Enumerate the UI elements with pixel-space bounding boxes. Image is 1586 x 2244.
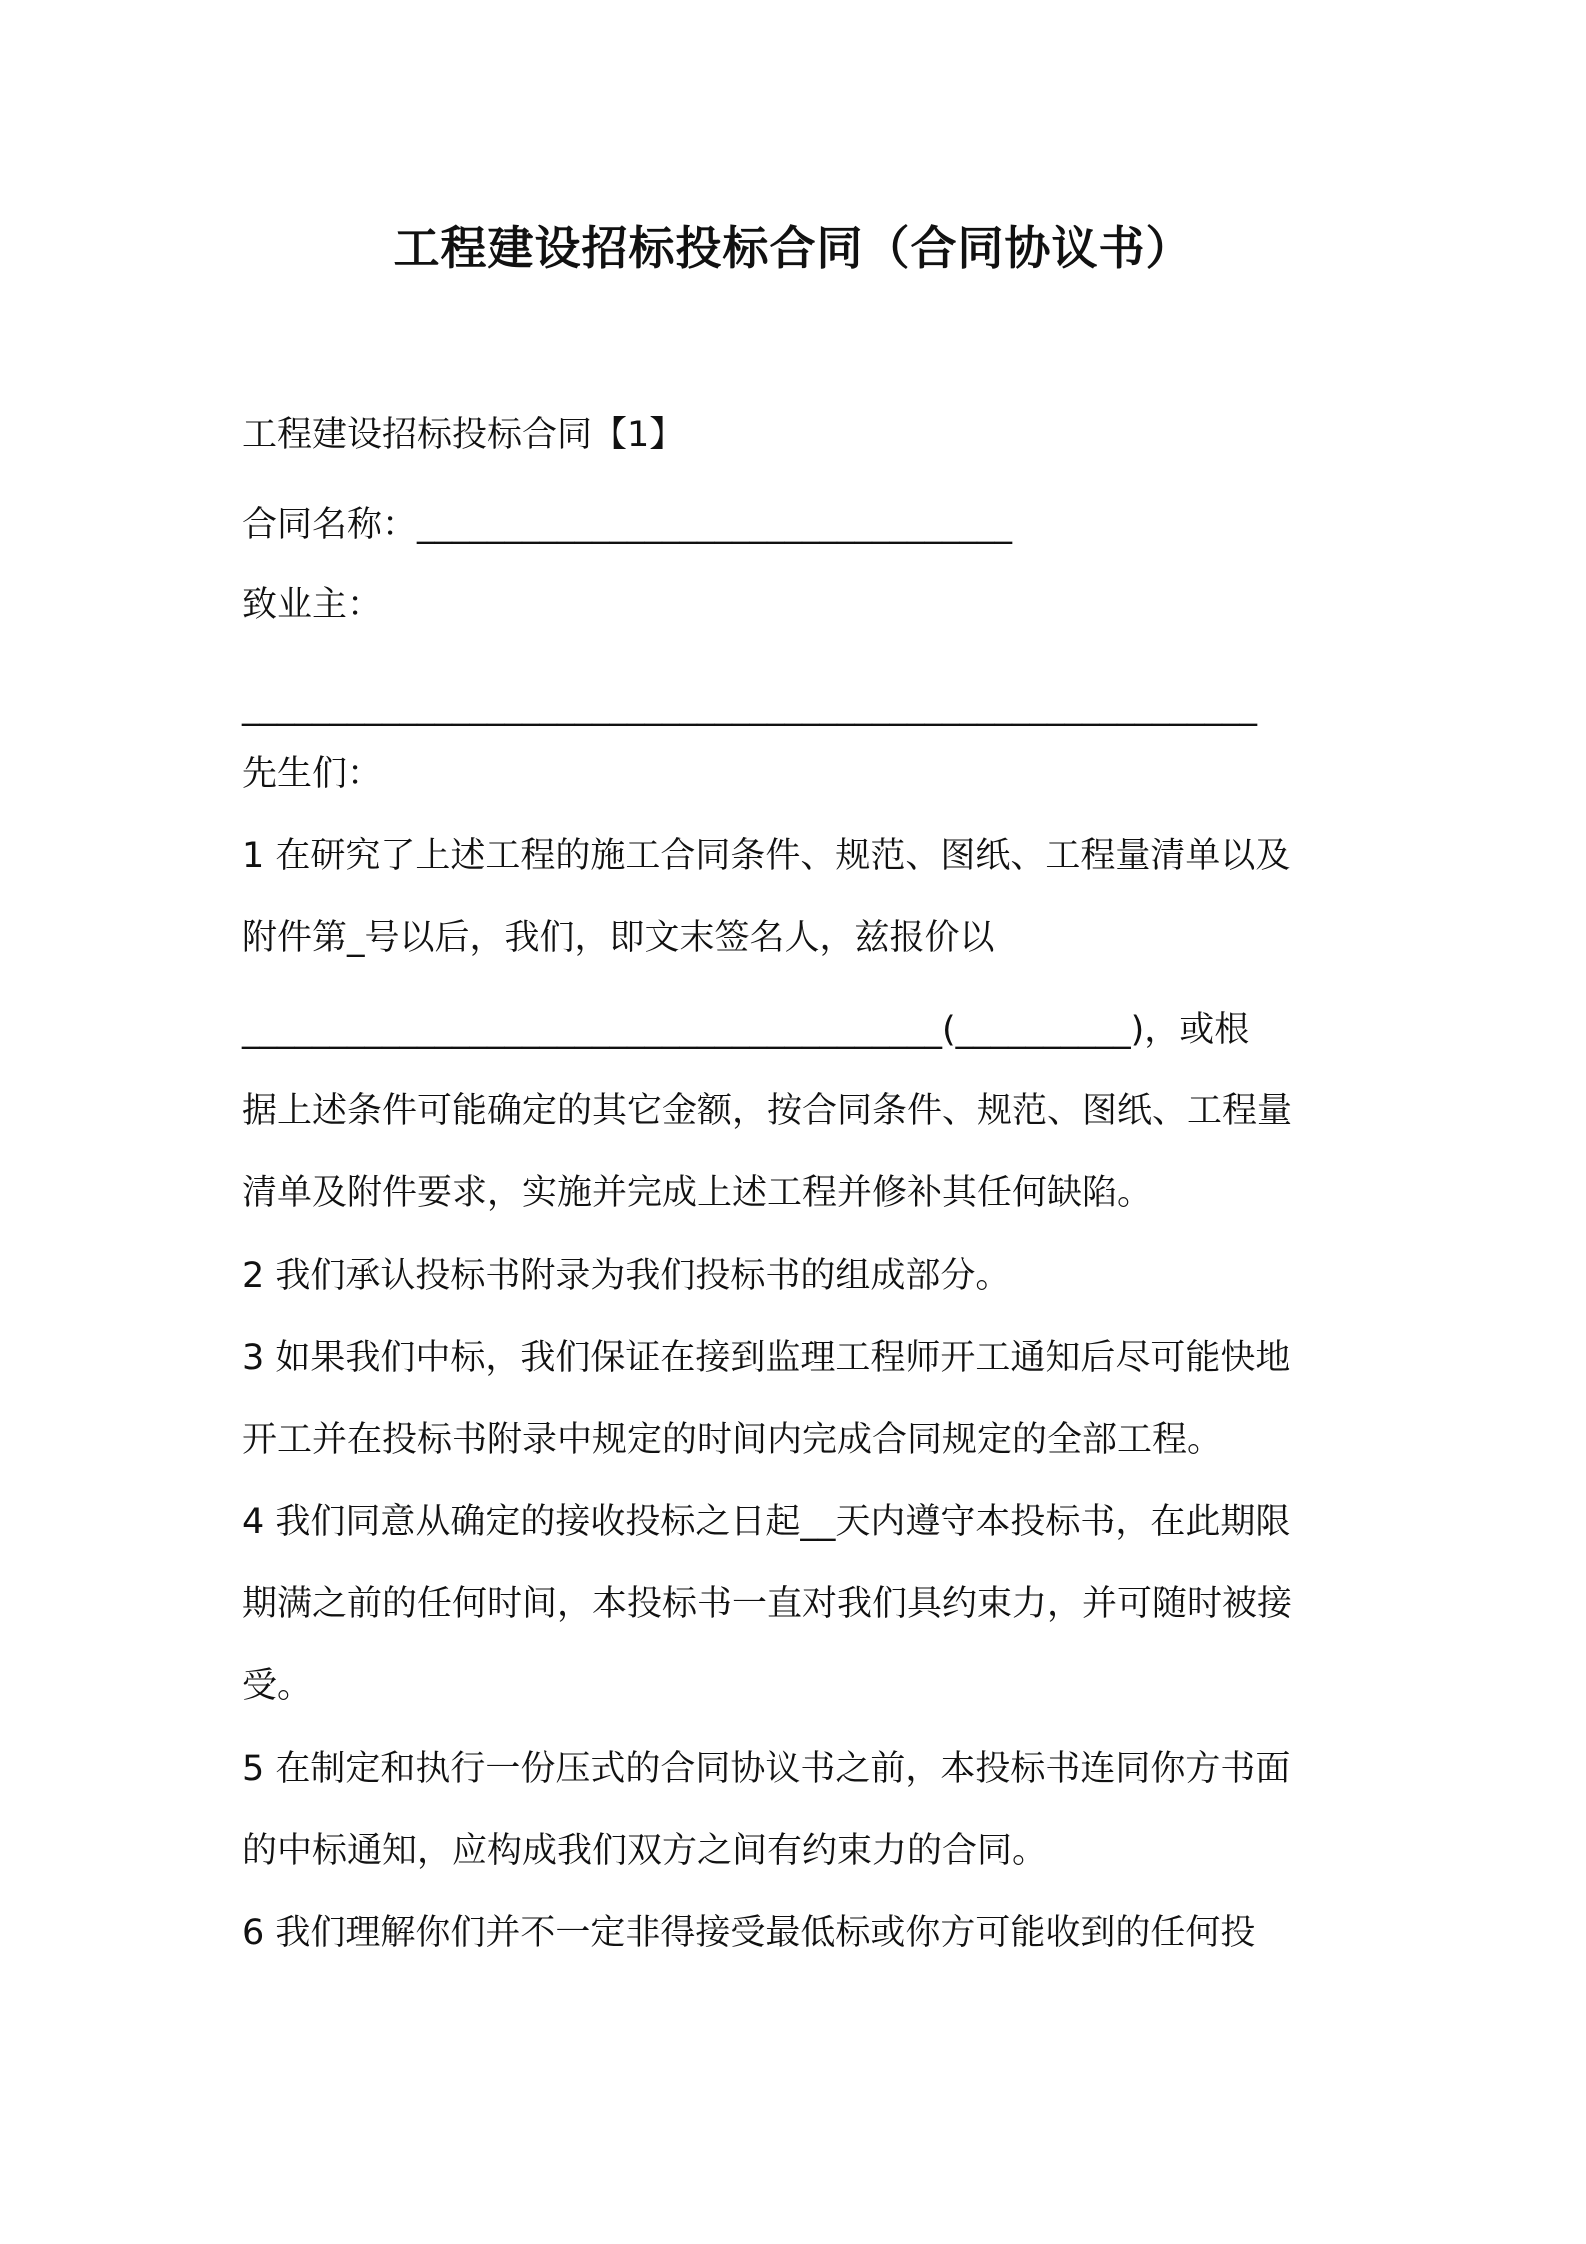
clause-6-line-1: 6 我们理解你们并不一定非得接受最低标或你方可能收到的任何投: [242, 1913, 1256, 1953]
clause-1-line-4: 据上述条件可能确定的其它金额，按合同条件、规范、图纸、工程量: [242, 1091, 1293, 1131]
clause-1-line-2: 附件第_号以后，我们，即文末签名人，兹报价以: [242, 918, 995, 958]
document-title: 工程建设招标投标合同（合同协议书）: [393, 221, 1193, 275]
addressee-blank-line: __________________________________________________________: [242, 687, 1257, 727]
clause-5-line-2: 的中标通知，应构成我们双方之间有约束力的合同。: [242, 1831, 1048, 1871]
addressee-line: 致业主：: [242, 585, 383, 625]
clause-2-line-1: 2 我们承认投标书附录为我们投标书的组成部分。: [242, 1256, 1011, 1296]
clause-4-line-2: 期满之前的任何时间，本投标书一直对我们具约束力，并可随时被接: [242, 1584, 1293, 1624]
clause-1-line-3: ________________________________________(__________)，或根: [242, 1010, 1250, 1050]
clause-1-line-5: 清单及附件要求，实施并完成上述工程并修补其任何缺陷。: [242, 1173, 1153, 1213]
section-heading: 工程建设招标投标合同【1】: [242, 415, 685, 455]
contract-name-line: 合同名称：__________________________________: [242, 505, 1013, 545]
clause-4-line-1: 4 我们同意从确定的接收投标之日起__天内遵守本投标书，在此期限: [242, 1502, 1291, 1542]
clause-3-line-2: 开工并在投标书附录中规定的时间内完成合同规定的全部工程。: [242, 1420, 1223, 1460]
clause-5-line-1: 5 在制定和执行一份压式的合同协议书之前，本投标书连同你方书面: [242, 1749, 1291, 1789]
salutation-line: 先生们：: [242, 754, 383, 794]
clause-4-line-3: 受。: [242, 1666, 313, 1706]
clause-3-line-1: 3 如果我们中标，我们保证在接到监理工程师开工通知后尽可能快地: [242, 1338, 1291, 1378]
clause-1-line-1: 1 在研究了上述工程的施工合同条件、规范、图纸、工程量清单以及: [242, 836, 1291, 876]
